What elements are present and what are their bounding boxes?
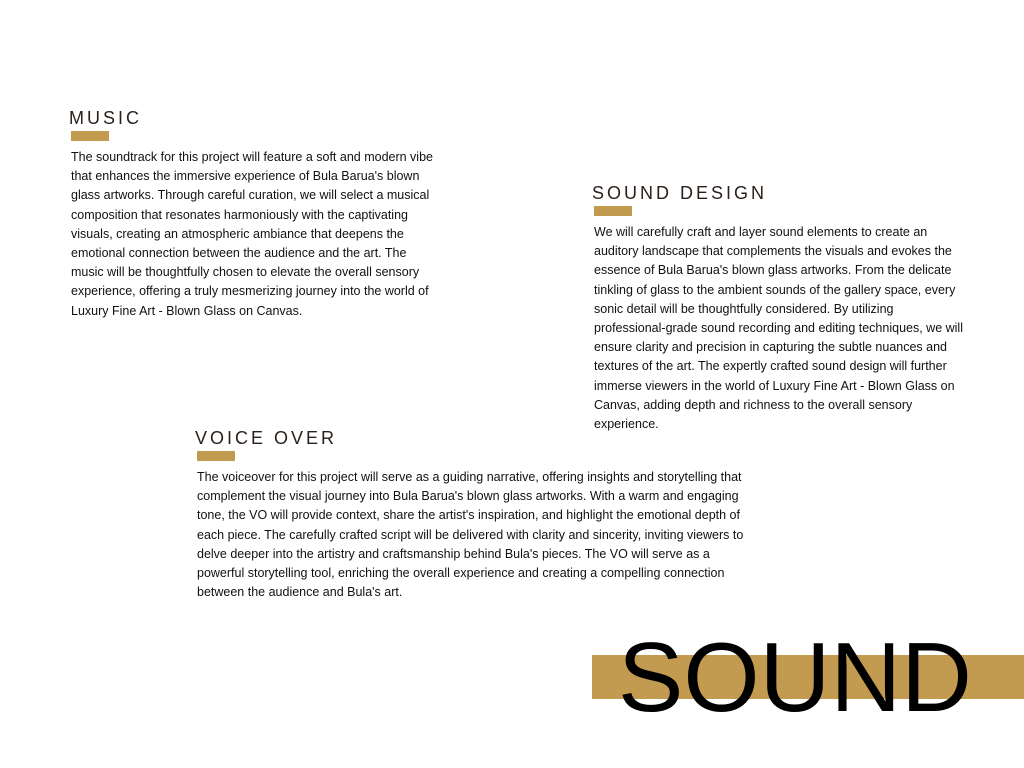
- voice-over-section: [195, 428, 755, 602]
- sound-design-section: [592, 183, 972, 434]
- voice-over-heading: VOICE OVER: [195, 428, 338, 448]
- music-heading: MUSIC: [69, 108, 142, 128]
- music-accent-bar: [71, 131, 109, 141]
- sound-design-paragraph: We will carefully craft and layer sound elements to create an auditory landscape that complements the visuals and evokes the essence of Bula Barua's blown glass artworks. From the delicate tinkling of glass to the ambient sounds of the gallery space, every sonic detail will be thoughtfully considered. By utilizing professional-grade sound recording and editing techniques, we will ensure clarity and precision in capturing the subtle nuances and textures of the art. The expertly crafted sound design will further immerse viewers in the world of Luxury Fine Art - Blown Glass on Canvas, adding depth and richness to the overall sensory experience.: [594, 225, 963, 432]
- sound-design-accent-bar: [594, 206, 632, 216]
- voice-over-paragraph: The voiceover for this project will serve as a guiding narrative, offering insights and storytelling that complement the visual journey into Bula Barua's blown glass artworks. With a warm and engaging tone, the VO will provide context, share the artist's inspiration, and highlight the emotional depth of each piece. The carefully crafted script will be delivered with clarity and sincerity, inviting viewers to delve deeper into the artistry and craftsmanship behind Bula's pieces. The VO will serve as a powerful storytelling tool, enriching the overall experience and creating a compelling connection between the audience and Bula's art.: [197, 470, 744, 600]
- music-paragraph: The soundtrack for this project will feature a soft and modern vibe that enhances the immersive experience of Bula Barua's blown glass artworks. Through careful curation, we will select a musical composition that resonates harmoniously with the captivating visuals, creating an atmospheric ambiance that deepens the emotional connection between the audience and the art. The music will be thoughtfully chosen to elevate the overall sensory experience, offering a truly mesmerizing journey into the world of Luxury Fine Art - Blown Glass on Canvas.: [71, 150, 433, 318]
- music-section: [69, 108, 439, 321]
- sound-design-heading: SOUND DESIGN: [592, 183, 768, 203]
- page-title: SOUND: [618, 622, 972, 732]
- voice-over-accent-bar: [197, 451, 235, 461]
